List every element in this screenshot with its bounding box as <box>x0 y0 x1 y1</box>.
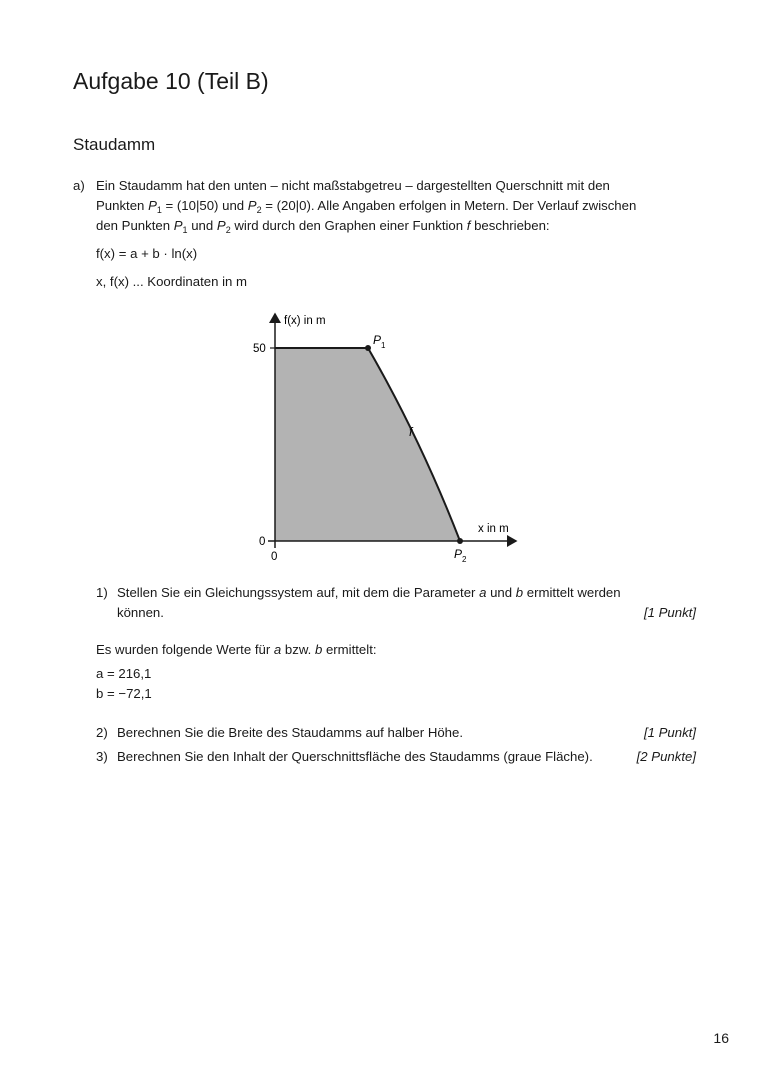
question-1-number: 1) <box>96 585 108 600</box>
question-1-points: [1 Punkt] <box>643 605 696 620</box>
dam-cross-section-figure <box>250 308 530 570</box>
label-p1: P <box>373 333 382 347</box>
value-b: b = −72,1 <box>96 686 152 701</box>
intro-line-3c: wird durch den Graphen einer Funktion <box>230 218 467 233</box>
intro-line-2b: = (10|50) und <box>161 198 248 213</box>
coordinates-note: x, f(x) ... Koordinaten in m <box>96 274 247 289</box>
label-p2-sub: 2 <box>462 555 467 564</box>
part-a-label: a) <box>73 178 85 193</box>
x-axis-label: x in m <box>478 523 509 535</box>
tick-label-y-50: 50 <box>253 343 266 355</box>
question-3-number: 3) <box>96 749 108 764</box>
curve-label-f: f <box>409 425 413 439</box>
note-c: ermittelt: <box>322 642 377 657</box>
note-b: bzw. <box>281 642 315 657</box>
task-subtitle: Staudamm <box>73 135 156 154</box>
point-p1 <box>365 345 371 351</box>
parameter-values <box>96 664 152 704</box>
question-2: Berechnen Sie die Breite des Staudamms auf halber Höhe. <box>117 725 464 740</box>
tick-label-y-0: 0 <box>259 536 266 548</box>
task-title: Aufgabe 10 (Teil B) <box>73 68 269 94</box>
tick-label-x-0: 0 <box>271 551 278 563</box>
intro-line-2c: = (20|0). Alle Angaben erfolgen in Metern. Der Verlauf zwischen <box>261 198 637 213</box>
question-2-number: 2) <box>96 725 108 740</box>
question-3-points: [2 Punkte] <box>636 749 696 764</box>
question-1: Stellen Sie ein Gleichungssystem auf, mit dem die Parameter a und b ermittelt werden können. <box>117 585 621 620</box>
intro-line-2a: Punkten <box>96 198 149 213</box>
point-p2 <box>457 538 463 544</box>
note-a: Es wurden folgende Werte für <box>96 642 274 657</box>
q1-text-b: und <box>486 585 516 600</box>
intro-line-3a: den Punkten <box>96 218 174 233</box>
intro-line-1: Ein Staudamm hat den unten – nicht maßstabgetreu – dargestellten Querschnitt mit den <box>96 178 610 193</box>
intro-line-3b: und <box>187 218 217 233</box>
page-number: 16 <box>713 1030 729 1046</box>
label-p1-sub: 1 <box>381 341 386 350</box>
intro-line-3d: beschrieben: <box>470 218 550 233</box>
q1-text-2: können. <box>117 605 164 620</box>
y-axis-label: f(x) in m <box>284 315 326 327</box>
q1-text-c: ermittelt werden <box>523 585 621 600</box>
function-formula: f(x) = a + b · ln(x) <box>96 246 198 261</box>
value-a: a = 216,1 <box>96 666 152 681</box>
label-p2: P <box>454 547 463 561</box>
question-2-points: [1 Punkt] <box>643 725 696 740</box>
q1-text-a: Stellen Sie ein Gleichungssystem auf, mit dem die Parameter <box>117 585 480 600</box>
part-a-intro: Ein Staudamm hat den unten – nicht maßstabgetreu – dargestellten Querschnitt mit den Punkten $P_1 = (10|50)$ und $P_2 = (20|0)$. Alle Angaben erfolgen in Metern. Der Verlauf zwischen den Punkten $P_1$ und $P_2$ wird durch den Graphen einer Funktion f beschrieben: <box>96 178 637 235</box>
values-note: Es wurden folgende Werte für a bzw. b ermittelt: <box>96 642 377 657</box>
cross-section-area <box>275 348 460 541</box>
question-3: Berechnen Sie den Inhalt der Querschnittsfläche des Staudamms (graue Fläche). <box>117 749 593 764</box>
